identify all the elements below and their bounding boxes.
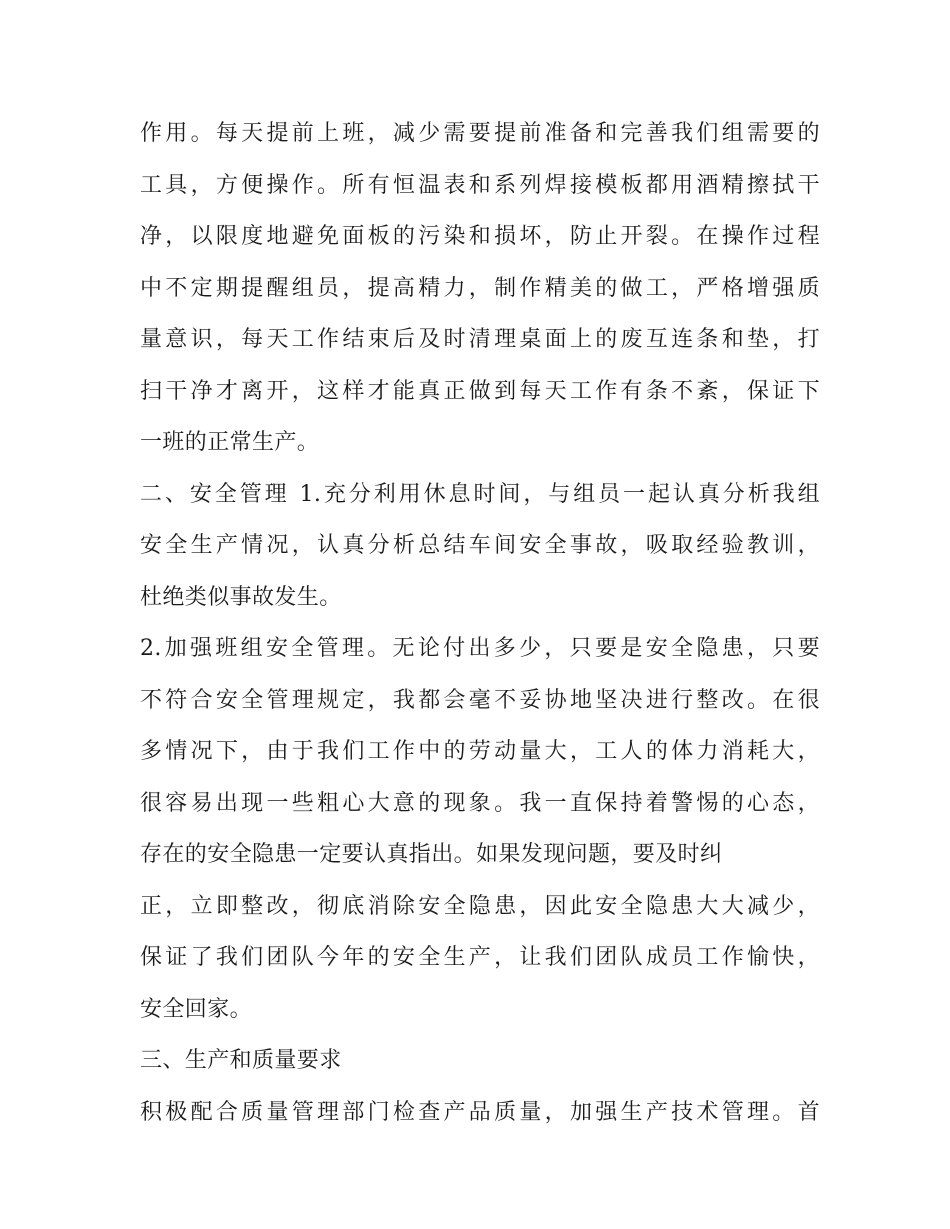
text-line: 2.加强班组安全管理。无论付出多少，只要是安全隐患，只要 [140,636,820,661]
text-line: 正，立即整改，彻底消除安全隐患，因此安全隐患大大减少， [140,893,820,919]
text-line: 保证了我们团队今年的安全生产，让我们团队成员工作愉快， [140,945,820,970]
text-line: 杜绝类似事故发生。 [140,584,342,610]
text-line: 作用。每天提前上班，减少需要提前准备和完善我们组需要的 [140,121,820,146]
document-body [140,108,820,1138]
text-line: 不符合安全管理规定，我都会毫不妥协地坚决进行整改。在很 [140,687,820,713]
text-line: 存在的安全隐患一定要认真指出。如果发现问题，要及时纠 [140,842,723,867]
text-line: 多情况下，由于我们工作中的劳动量大，工人的体力消耗大， [140,739,820,764]
text-line: 量意识，每天工作结束后及时清理桌面上的废互连条和垫，打 [140,327,820,352]
text-line: 安全生产情况，认真分析总结车间安全事故，吸取经验教训， [140,533,820,558]
text-line: 净，以限度地避免面板的污染和损坏，防止开裂。在操作过程 [140,224,820,249]
section-heading: 三、生产和质量要求 [140,1048,342,1073]
text-line: 积极配合质量管理部门检查产品质量，加强生产技术管理。首 [140,1099,820,1125]
text-line: 安全回家。 [140,996,253,1022]
text-line: 工具，方便操作。所有恒温表和系列焊接模板都用酒精擦拭干 [140,172,820,198]
text-line: 扫干净才离开，这样才能真正做到每天工作有条不紊，保证下 [140,378,820,404]
text-line: 中不定期提醒组员，提高精力，制作精美的做工，严格增强质 [140,275,820,301]
text-line: 一班的正常生产。 [140,430,320,455]
text-line: 很容易出现一些粗心大意的现象。我一直保持着警惕的心态， [140,790,820,816]
section-heading-line: 二、安全管理 1.充分利用休息时间，与组员一起认真分析我组 [140,481,820,507]
